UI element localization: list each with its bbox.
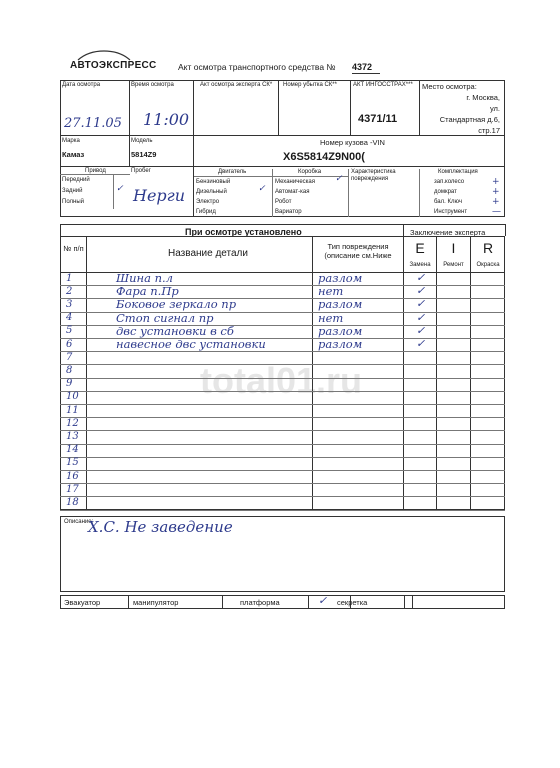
footer-evacuator: Эвакуатор [64, 598, 101, 607]
kit-item-jack: домкрат [434, 189, 457, 195]
damage-label: Тип повреждения (описание см.Ниже [324, 242, 392, 260]
engine-item-electro: Электро [196, 199, 220, 205]
place-line1: г. Москва, [466, 93, 500, 102]
row-number: 6 [66, 338, 73, 350]
row-part: Фара п.Пр [116, 284, 179, 299]
section-title: При осмотре установлено [185, 227, 302, 237]
replace-label: Замена [409, 262, 431, 268]
row-number: 3 [66, 298, 73, 310]
watermark: total01.ru [200, 360, 363, 401]
row-number: 9 [66, 378, 73, 390]
brand-value: Камаз [62, 150, 85, 159]
row-number: 14 [66, 444, 79, 456]
kit-item-spare: зап.колесо [434, 179, 465, 185]
footer-options [60, 595, 505, 609]
row-number: 5 [66, 325, 73, 337]
row-damage: разлом [318, 271, 363, 285]
row-divider [60, 351, 505, 352]
footer-platform-mark: ✓ [318, 594, 328, 607]
row-number: 1 [66, 272, 73, 284]
kit-mark-wrench: + [492, 197, 500, 207]
drive-item-rear: Задний [62, 188, 83, 194]
row-divider [60, 417, 505, 418]
car-logo-icon [74, 49, 134, 61]
mileage-label: Пробег [131, 168, 151, 174]
row-replace-mark: ✓ [416, 271, 426, 284]
vin-value: X6S5814Z9N00( [283, 151, 365, 163]
kit-item-wrench: бал. Ключ [434, 199, 462, 205]
time-label: Время осмотра [131, 82, 174, 88]
footer-platform: платформа [240, 598, 280, 607]
description-label: Описание: [64, 519, 94, 525]
gearbox-item-cvt: Вариатор [275, 209, 302, 215]
row-number: 11 [66, 404, 79, 416]
drive-check-mark: ✓ [116, 184, 124, 194]
place-label: Место осмотра: [422, 82, 477, 91]
row-number: 18 [66, 496, 79, 508]
part-label: Название детали [168, 248, 248, 259]
row-damage: нет [318, 284, 344, 299]
repair-label: Ремонт [443, 262, 464, 268]
drive-label: Привод [85, 168, 106, 174]
row-replace-mark: ✓ [416, 337, 426, 350]
footer-secret: секретка [337, 598, 368, 607]
time-value: 11:00 [143, 110, 190, 129]
i-label: I [451, 240, 456, 256]
row-number: 4 [66, 312, 73, 324]
row-divider [60, 483, 505, 484]
ingos-act-value: 4371/11 [358, 113, 398, 125]
ingos-act-label: АКТ ИНГОССТРАХ*** [353, 82, 413, 88]
date-label: Дата осмотра [62, 82, 101, 88]
row-replace-mark: ✓ [416, 323, 426, 337]
gearbox-check-mark: ✓ [335, 174, 343, 184]
row-part: двс установки в сб [116, 323, 234, 338]
row-divider [60, 430, 505, 431]
act-number: 4372 [352, 62, 373, 72]
loss-number-label: Номер убытка СК** [283, 82, 337, 88]
no-label: № п/п [63, 244, 84, 253]
kit-item-tools: Инструмент [434, 209, 468, 215]
kit-mark-jack: + [492, 187, 500, 197]
drive-item-full: Полный [62, 199, 84, 205]
row-divider [60, 510, 505, 511]
row-divider [60, 378, 505, 379]
gearbox-item-manual: Механическая [275, 179, 316, 185]
row-divider [60, 444, 505, 445]
row-replace-mark: ✓ [416, 297, 426, 311]
engine-check-mark: ✓ [258, 184, 266, 194]
row-divider [60, 457, 505, 458]
r-label: R [482, 240, 494, 256]
row-replace-mark: ✓ [416, 284, 426, 298]
row-divider [60, 496, 505, 497]
row-number: 16 [66, 470, 79, 482]
row-part: Боковое зеркало пр [116, 297, 237, 312]
row-damage: разлом [318, 337, 363, 351]
row-damage: разлом [318, 323, 363, 338]
row-number: 10 [66, 391, 79, 403]
place-line2: ул. [489, 104, 500, 113]
kit-mark-spare: + [492, 177, 500, 187]
logo-text: АВТОЭКСПРЕСС [70, 60, 157, 71]
mileage-value: Нерги [133, 186, 186, 205]
kit-mark-tools: — [492, 207, 501, 217]
row-damage: нет [318, 310, 344, 325]
engine-item-hybrid: Гибрид [196, 209, 216, 215]
gearbox-item-robot: Робот [275, 199, 292, 205]
engine-item-diesel: Дизельный [196, 189, 227, 195]
place-line3: Стандартная д.6, [439, 115, 500, 124]
row-number: 17 [66, 483, 79, 495]
gearbox-label: Коробка [298, 169, 322, 175]
row-number: 7 [66, 351, 73, 363]
row-number: 12 [66, 417, 79, 429]
doc-title: Акт осмотра транспортного средства № [178, 62, 336, 72]
brand-label: Марка [62, 138, 80, 144]
row-part: Шина п.л [116, 271, 174, 285]
vin-label: Номер кузова -VIN [320, 138, 385, 147]
expert-act-label: Акт осмотра эксперта СК* [200, 82, 273, 88]
row-replace-mark: ✓ [416, 310, 426, 324]
gearbox-item-auto: Автомат-кая [275, 189, 310, 195]
row-divider [60, 364, 505, 365]
engine-item-petrol: Бензиновый [196, 179, 231, 185]
row-part: навесное двс установки [116, 337, 266, 351]
info-table [60, 80, 505, 217]
row-divider [60, 391, 505, 392]
drive-item-front: Передний [62, 177, 90, 183]
date-value: 27.11.05 [64, 116, 122, 131]
row-damage: разлом [318, 297, 363, 312]
row-divider [60, 470, 505, 471]
paint-label: Окраска [476, 262, 500, 268]
description-value: Х.С. Не заведение [88, 518, 233, 536]
place-line4: стр.17 [478, 126, 500, 135]
model-value: 5814Z9 [131, 150, 157, 159]
model-label: Модель [131, 138, 153, 144]
footer-manipulator: манипулятор [133, 598, 179, 607]
kit-label: Комплектация [438, 169, 478, 175]
e-label: E [415, 240, 425, 256]
row-part: Стоп сигнал пр [116, 310, 214, 325]
expert-title: Заключение эксперта [410, 228, 486, 237]
row-number: 13 [66, 430, 79, 442]
logo [70, 60, 157, 71]
row-number: 2 [66, 285, 73, 297]
row-number: 15 [66, 457, 79, 469]
damage-char-label: Характеристика повреждения [351, 169, 396, 182]
engine-label: Двигатель [218, 169, 247, 175]
row-number: 8 [66, 364, 73, 376]
row-divider [60, 404, 505, 405]
